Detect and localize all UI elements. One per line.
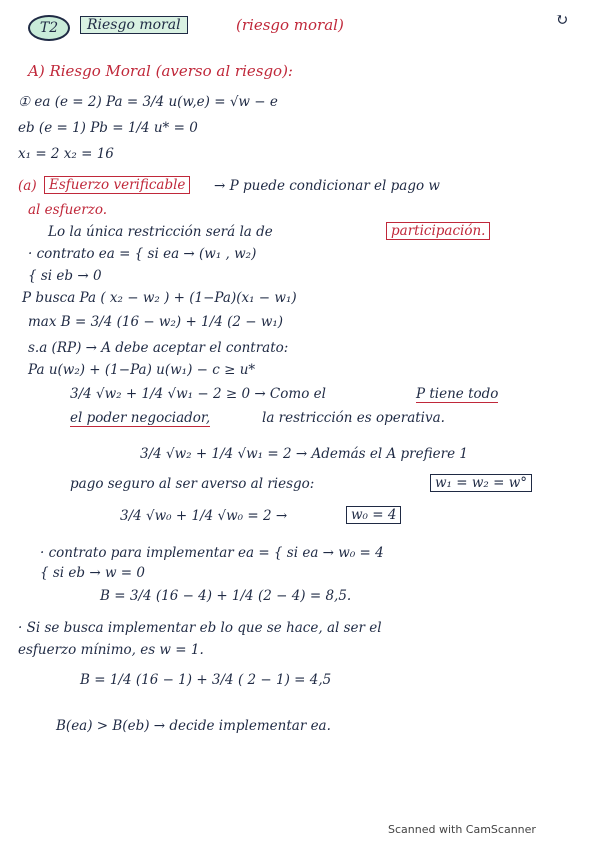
profit-line: B = 1/4 (16 − 1) + 3/4 ( 2 − 1) = 4,5 bbox=[80, 672, 332, 688]
page-title: Riesgo moral bbox=[80, 16, 188, 34]
contract-line: { si eb → w = 0 bbox=[40, 565, 145, 581]
scanner-watermark: Scanned with CamScanner bbox=[388, 823, 536, 836]
curl-icon: ↻ bbox=[555, 10, 569, 29]
case-label: (a) bbox=[18, 178, 37, 194]
section-heading: A) Riesgo Moral (averso al riesgo): bbox=[28, 62, 293, 80]
equation-line: 3/4 √w₂ + 1/4 √w₁ − 2 ≥ 0 → Como el bbox=[70, 386, 326, 402]
text-line: → P puede condicionar el pago w bbox=[214, 178, 440, 194]
constraint-line: Pa u(w₂) + (1−Pa) u(w₁) − c ≥ u* bbox=[28, 362, 256, 378]
text-line: Lo la única restricción será la de bbox=[48, 224, 273, 240]
page-subtitle: (riesgo moral) bbox=[236, 16, 344, 34]
text-line: esfuerzo mínimo, es w = 1. bbox=[18, 642, 204, 658]
case-title-box: Esfuerzo verificable bbox=[44, 176, 190, 194]
text-line: la restricción es operativa. bbox=[262, 410, 445, 426]
result-box: w₀ = 4 bbox=[346, 506, 401, 524]
contract-line: · contrato para implementar ea = { si ea → w₀ = 4 bbox=[40, 545, 384, 561]
problem-data-line: ① ea (e = 2) Pa = 3/4 u(w,e) = √w − e bbox=[18, 94, 278, 110]
text-line: al esfuerzo. bbox=[28, 202, 108, 218]
participation-box: participación. bbox=[386, 222, 490, 240]
outcomes-line: x₁ = 2 x₂ = 16 bbox=[18, 146, 114, 162]
text-line: · Si se busca implementar eb lo que se hace, al ser el bbox=[18, 620, 382, 636]
objective-line: P busca Pa ( x₂ − w₂ ) + (1−Pa)(x₁ − w₁) bbox=[22, 290, 297, 306]
underlined-text: P tiene todo bbox=[416, 386, 499, 402]
text-line: pago seguro al ser averso al riesgo: bbox=[70, 476, 315, 492]
contract-line: { si eb → 0 bbox=[28, 268, 102, 284]
underlined-text: el poder negociador, bbox=[70, 410, 211, 426]
equation-line: 3/4 √w₂ + 1/4 √w₁ = 2 → Además el A prefiere 1 bbox=[140, 446, 468, 462]
equation-line: 3/4 √w₀ + 1/4 √w₀ = 2 → bbox=[120, 508, 288, 524]
profit-line: B = 3/4 (16 − 4) + 1/4 (2 − 4) = 8,5. bbox=[100, 588, 352, 604]
conclusion-line: B(ea) > B(eb) → decide implementar ea. bbox=[56, 718, 331, 734]
objective-max-line: max B = 3/4 (16 − w₂) + 1/4 (2 − w₁) bbox=[28, 314, 284, 330]
constraint-line: s.a (RP) → A debe aceptar el contrato: bbox=[28, 340, 289, 356]
result-box: w₁ = w₂ = w° bbox=[430, 474, 532, 492]
problem-data-line: eb (e = 1) Pb = 1/4 u* = 0 bbox=[18, 120, 198, 136]
contract-line: · contrato ea = { si ea → (w₁ , w₂) bbox=[28, 246, 257, 262]
topic-badge: T2 bbox=[28, 15, 70, 41]
